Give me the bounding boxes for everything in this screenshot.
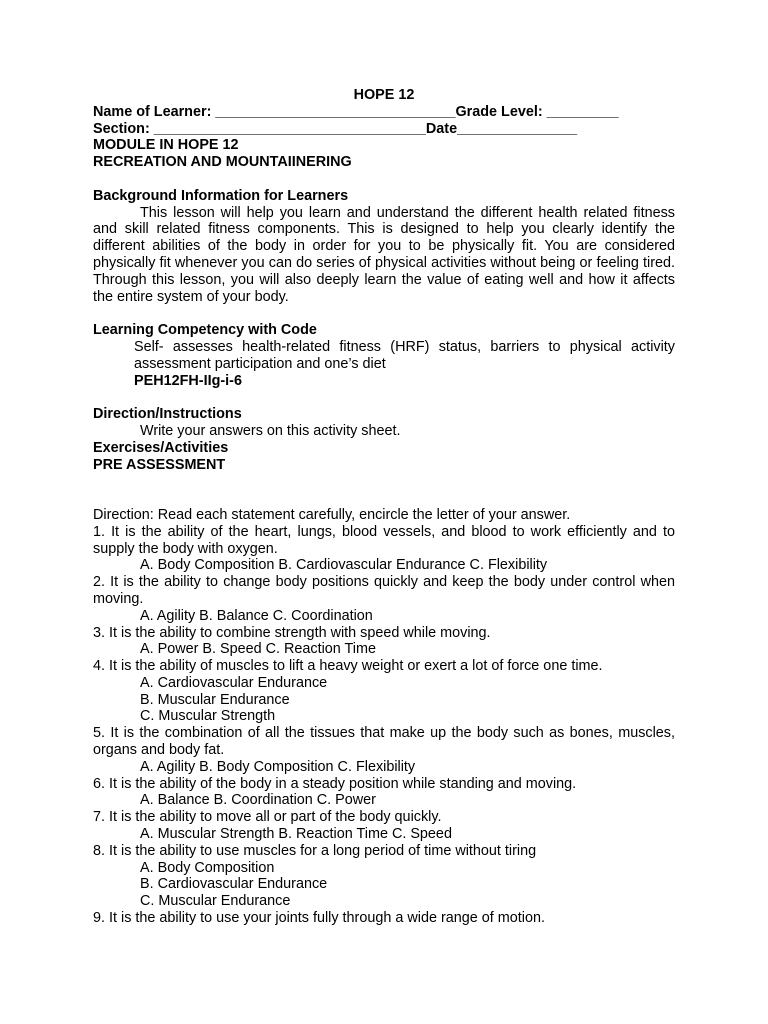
background-paragraph: This lesson will help you learn and understand the different health related fitness and skill related fitness components. This is designed to help you clearly identify the different abilities of the body in order for you to be physically fit. You are considered physically fit whenever you can do series of physical activities without being or feeling tired. Through this lesson, you will also deeply learn the value of eating well and how it affects the entire system of your body. <box>93 204 675 305</box>
answer-choice: B. Muscular Endurance <box>140 691 290 708</box>
section-date-line: Section: __________________________________Date_______________ <box>93 120 578 137</box>
question-item <box>93 524 675 574</box>
question-text: 4. It is the ability of muscles to lift a heavy weight or exert a lot of force one time. <box>93 658 603 675</box>
answer-choices: A. Agility B. Body Composition C. Flexibility <box>140 758 416 775</box>
question-item <box>93 574 675 624</box>
module-line: MODULE IN HOPE 12 <box>93 137 239 154</box>
answer-choice: C. Muscular Endurance <box>140 893 291 910</box>
exercises-heading: Exercises/Activities <box>93 439 229 456</box>
question-item <box>93 658 675 725</box>
answer-choices: A. Power B. Speed C. Reaction Time <box>140 641 376 658</box>
competency-text: Self- assesses health-related fitness (HRF) status, barriers to physical activity assessment participation and one’s diet <box>134 338 675 372</box>
spacer <box>93 171 675 188</box>
answer-choices: A. Muscular Strength B. Reaction Time C. Speed <box>140 826 452 843</box>
question-text: 5. It is the combination of all the tissues that make up the body such as bones, muscles, organs and body fat. <box>93 725 675 759</box>
topic-line: RECREATION AND MOUNTAIINERING <box>93 154 352 171</box>
answer-choices: A. Body Composition B. Cardiovascular Endurance C. Flexibility <box>140 557 548 574</box>
question-item <box>93 776 675 810</box>
answer-choice: B. Cardiovascular Endurance <box>140 876 328 893</box>
question-item <box>93 843 675 910</box>
competency-code: PEH12FH-IIg-i-6 <box>134 372 242 389</box>
answer-choices: A. Balance B. Coordination C. Power <box>140 792 376 809</box>
name-grade-line: Name of Learner: ______________________________Grade Level: _________ <box>93 103 619 120</box>
question-text: 2. It is the ability to change body positions quickly and keep the body under control when moving. <box>93 574 675 607</box>
document-title: HOPE 12 <box>353 87 415 103</box>
question-item <box>93 725 675 775</box>
question-text: 8. It is the ability to use muscles for a long period of time without tiring <box>93 842 537 859</box>
spacer <box>93 389 675 406</box>
question-text: 6. It is the ability of the body in a steady position while standing and moving. <box>93 775 577 792</box>
document-content <box>93 87 675 927</box>
answer-choice: C. Muscular Strength <box>140 708 276 725</box>
spacer <box>93 473 675 507</box>
question-text: 3. It is the ability to combine strength with speed while moving. <box>93 624 491 641</box>
question-item <box>93 910 675 927</box>
competency-heading: Learning Competency with Code <box>93 322 317 339</box>
answer-choice: A. Body Composition <box>140 859 275 876</box>
background-heading: Background Information for Learners <box>93 187 349 204</box>
question-text: 1. It is the ability of the heart, lungs, blood vessels, and blood to work efficiently and to supply the body with oxygen. <box>93 523 675 557</box>
directions-heading: Direction/Instructions <box>93 406 242 423</box>
question-item <box>93 809 675 843</box>
assessment-direction: Direction: Read each statement carefully, encircle the letter of your answer. <box>93 506 571 523</box>
pre-assessment-heading: PRE ASSESSMENT <box>93 456 226 473</box>
directions-text: Write your answers on this activity sheet. <box>140 422 401 439</box>
question-text: 7. It is the ability to move all or part of the body quickly. <box>93 809 442 826</box>
spacer <box>93 305 675 322</box>
question-text: 9. It is the ability to use your joints fully through a wide range of motion. <box>93 910 545 927</box>
answer-choice: A. Cardiovascular Endurance <box>140 674 328 691</box>
question-item <box>93 625 675 659</box>
answer-choices: A. Agility B. Balance C. Coordination <box>140 607 373 624</box>
question-list <box>93 524 675 927</box>
